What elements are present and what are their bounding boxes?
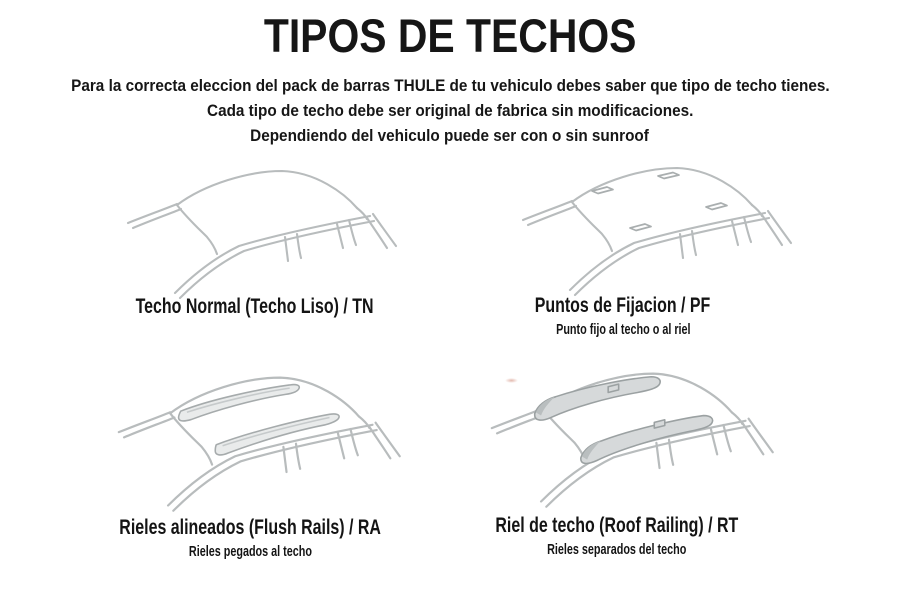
sublabel-riel-de-techo: Rieles separados del techo <box>547 541 687 558</box>
smooth-roof-drawing <box>117 158 437 303</box>
sublabel-puntos-fijacion: Punto fijo al techo o al riel <box>555 321 691 338</box>
rieles-alineados-illustration <box>107 364 443 521</box>
label-techo-normal: Techo Normal (Techo Liso) / TN <box>136 295 374 318</box>
page-title-text: TIPOS DE TECHOS <box>263 9 637 62</box>
label-rieles-alineados: Rieles alineados (Flush Rails) / RA <box>119 516 381 539</box>
label-puntos-fijacion: Puntos de Fijacion / PF <box>535 294 711 317</box>
flush-rails-roof-drawing <box>107 364 443 516</box>
intro-line-2: Cada tipo de techo debe ser original de fabrica sin modificaciones. <box>206 101 694 120</box>
intro-line-3: Dependiendo del vehiculo puede ser con o sin sunroof <box>250 126 650 145</box>
intro-line-1: Para la correcta eleccion del pack de barras THULE de tu vehiculo debes saber que tipo de techo tienes. <box>70 76 830 95</box>
raised-railing-roof-drawing <box>480 360 816 512</box>
puntos-fijacion-illustration <box>512 155 832 305</box>
riel-de-techo-illustration <box>480 360 816 517</box>
page-title <box>0 8 900 64</box>
sublabel-rieles-alineados: Rieles pegados al techo <box>188 543 312 560</box>
techo-normal-illustration <box>117 158 437 308</box>
fixed-points-roof-drawing <box>512 155 832 300</box>
label-riel-de-techo: Riel de techo (Roof Railing) / RT <box>495 514 739 537</box>
intro-text <box>0 73 900 148</box>
red-smudge-artifact <box>505 378 518 383</box>
